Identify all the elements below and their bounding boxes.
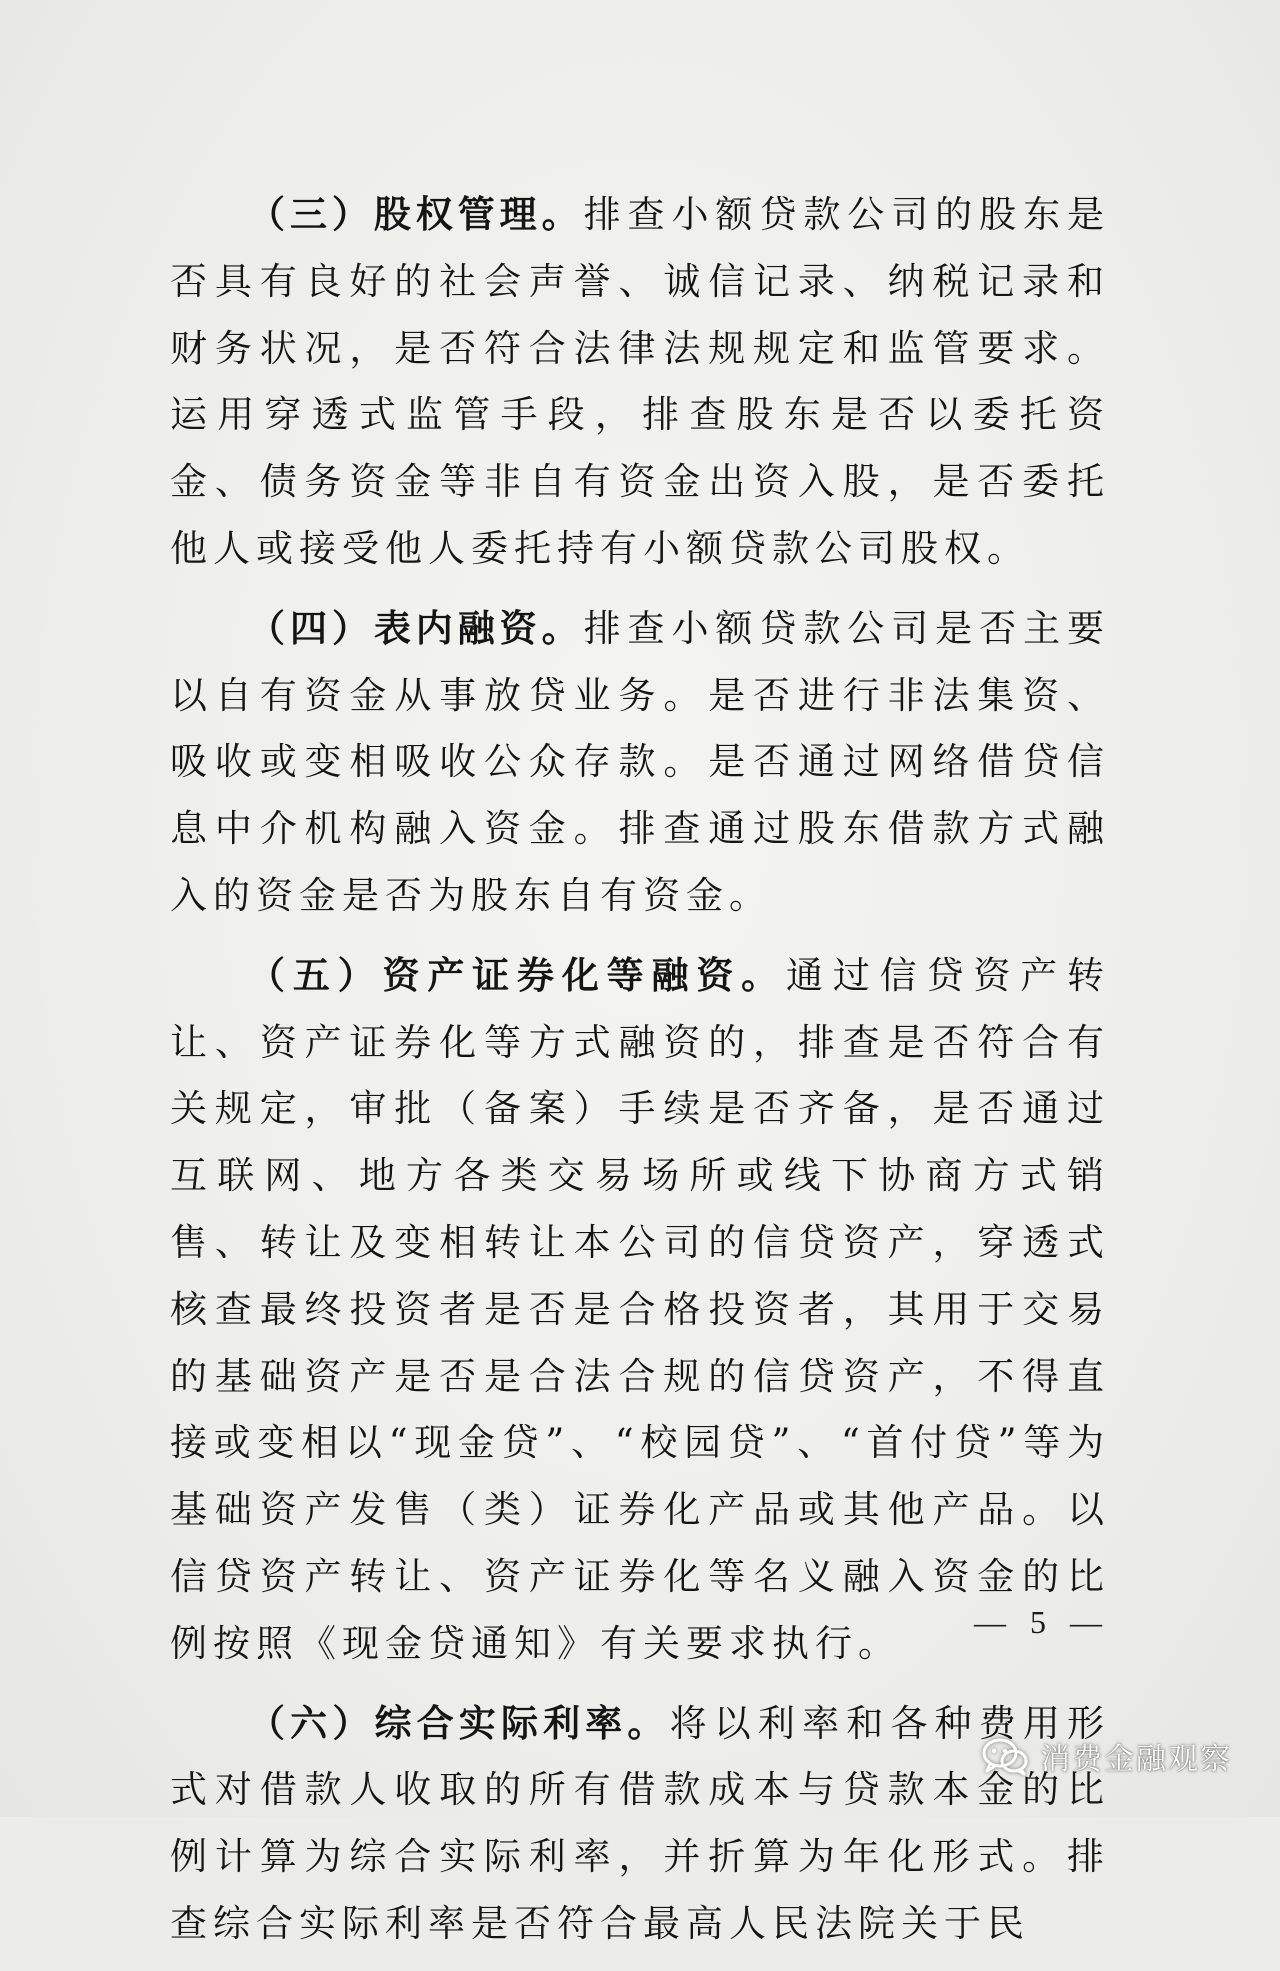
section-text: 将以利率和各种费用形式对借款人收取的所有借款成本与贷款本金的比例计算为综合实际利率，并折算为年化形式。排查综合实际利率是否符合最高人民法院关于民	[170, 1701, 1111, 1945]
section-heading: （四）表内融资。	[248, 606, 584, 650]
section-text: 通过信贷资产转让、资产证券化等方式融资的，排查是否符合有关规定，审批（备案）手续是否齐备，是否通过互联网、地方各类交易场所或线下协商方式销售、转让及变相转让本公司的信贷资产，穿透式核查最终投资者是否是合格投资者，其用于交易的基础资产是否是合法合规的信贷资产，不得直接或变相以“现金贷”、“校园贷”、“首付贷”等为基础资产发售（类）证券化产品或其他产品。以信贷资产转让、资产证券化等名义融入资金的比例按照《现金贷通知》有关要求执行。	[170, 953, 1110, 1665]
section-heading: （五）资产证券化等融资。	[248, 953, 786, 997]
section-equity-management	[170, 182, 1110, 583]
section-text: 排查小额贷款公司的股东是否具有良好的社会声誉、诚信记录、纳税记录和财务状况，是否符合法律法规规定和监管要求。运用穿透式监管手段，排查股东是否以委托资金、债务资金等非自有资金出资入股，是否委托他人或接受他人委托持有小额贷款公司股权。	[170, 193, 1111, 570]
section-heading: （三）股权管理。	[248, 193, 584, 236]
section-on-balance-financing	[170, 596, 1110, 930]
document-body	[170, 182, 1110, 1971]
section-securitization-financing	[170, 943, 1110, 1678]
section-text: 排查小额贷款公司是否主要以自有资金从事放贷业务。是否进行非法集资、吸收或变相吸收公众存款。是否通过网络借贷信息中介机构融入资金。排查通过股东借款方式融入的资金是否为股东自有资金。	[170, 606, 1111, 917]
wechat-icon	[980, 1736, 1030, 1776]
watermark-text: 消费金融观察	[1040, 1742, 1232, 1777]
section-heading: （六）综合实际利率。	[248, 1701, 670, 1745]
watermark	[980, 1734, 1232, 1778]
page-number: — 5 —	[974, 1604, 1110, 1640]
section-effective-interest-rate	[170, 1691, 1110, 1958]
